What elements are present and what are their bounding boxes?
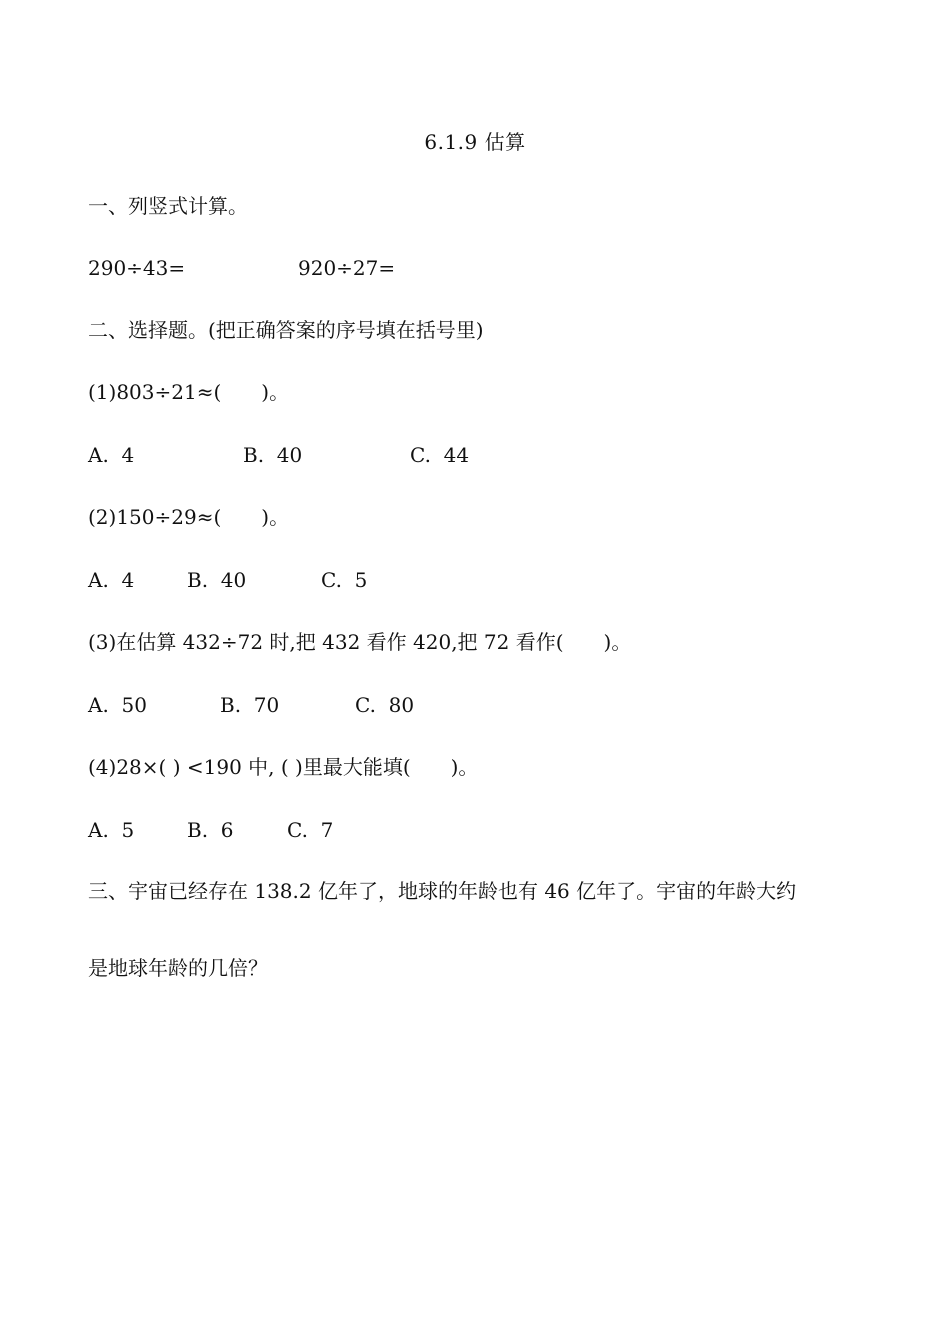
q3-option-b: B. 70	[220, 693, 280, 717]
question-4: (4)28×( ) <190 中, ( )里最大能填( )。	[88, 755, 479, 779]
question-1: (1)803÷21≈( )。	[88, 380, 290, 404]
section2-heading: 二、选择题。(把正确答案的序号填在括号里)	[88, 318, 484, 342]
q1-option-a: A. 4	[88, 443, 135, 467]
q3-option-a: A. 50	[88, 693, 147, 717]
q2-option-c: C. 5	[321, 568, 368, 592]
q4-option-a: A. 5	[88, 818, 135, 842]
q1-option-b: B. 40	[243, 443, 303, 467]
q4-option-b: B. 6	[187, 818, 234, 842]
section1-heading: 一、列竖式计算。	[88, 194, 248, 218]
q2-option-b: B. 40	[187, 568, 247, 592]
q4-option-c: C. 7	[287, 818, 334, 842]
problem-1: 290÷43=	[88, 256, 186, 280]
problem-2: 920÷27=	[298, 256, 396, 280]
q2-option-a: A. 4	[88, 568, 135, 592]
question-3: (3)在估算 432÷72 时,把 432 看作 420,把 72 看作( )。	[88, 630, 632, 654]
q1-option-c: C. 44	[410, 443, 470, 467]
q3-option-c: C. 80	[355, 693, 415, 717]
question-2: (2)150÷29≈( )。	[88, 505, 290, 529]
section3-line1: 三、宇宙已经存在 138.2 亿年了，地球的年龄也有 46 亿年了。宇宙的年龄大约	[88, 879, 797, 903]
section3-line2: 是地球年龄的几倍？	[88, 956, 268, 980]
page-title: 6.1.9 估算	[424, 130, 526, 154]
